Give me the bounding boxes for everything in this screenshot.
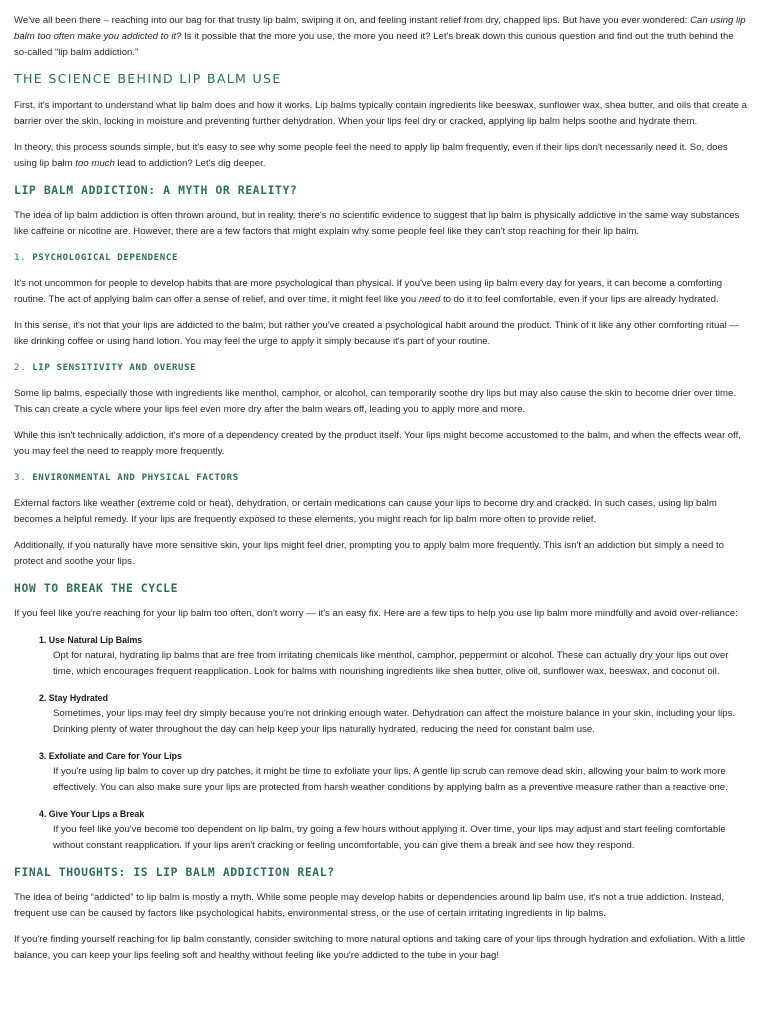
- science-emphasis: too much: [75, 158, 115, 169]
- intro-paragraph: [14, 13, 748, 61]
- tips-list: [14, 632, 748, 854]
- cycle-heading: HOW TO BREAK THE CYCLE: [14, 581, 179, 595]
- science-paragraph-2: [14, 140, 748, 172]
- final-paragraph-2: If you're finding yourself reaching for lip balm constantly, consider switching to more natural options and taking care of your lips through hydration and exfoliation. With a little balance, you can keep your lips feeling soft and healthy without feeling like you're addicted to the tube in your bag!: [14, 934, 746, 961]
- psych-emphasis: need: [418, 294, 441, 305]
- environment-heading: [14, 470, 748, 486]
- final-paragraph-1: The idea of being “addicted” to lip balm is mostly a myth. While some people may develop habits or dependencies around lip balm use, it's not a true addiction. Instead, frequent use can be caused by factors like psychological habits, environmental stress, or the use of certain irritating ingredients in lip balms.: [14, 892, 725, 919]
- intro-text-continued: Is it possible that the more you use, the more you need it? Let's break down this curious question and find out the truth behind the so-called “lip balm addiction.”: [14, 31, 734, 58]
- tip-title-text: Use Natural Lip Balms: [48, 635, 143, 645]
- tip-title: [39, 632, 748, 648]
- science-paragraph-1: First, it's important to understand what lip balm does and how it works. Lip balms typically contain ingredients like beeswax, sunflower wax, shea butter, and oils that create a barrier over the skin, locking in moisture and preventing further dehydration. When your lips feel dry or cracked, applying lip balm helps soothe and hydrate them.: [14, 100, 747, 127]
- environment-paragraph-2: Additionally, if you naturally have more sensitive skin, your lips might feel drier, prompting you to apply balm more frequently. This isn't an addiction but simply a need to protect and soothe your lips.: [14, 540, 724, 567]
- tip-body: Sometimes, your lips may feel dry simply because you're not drinking enough water. Dehydration can affect the moisture balance in your skin, including your lips. Drinking plenty of water throughout the day can help keep your lips naturally hydrated, reducing the need for constant balm use.: [53, 708, 736, 735]
- tip-item: [39, 632, 748, 680]
- science-heading: THE SCIENCE BEHIND LIP BALM USE: [14, 71, 282, 86]
- sensitivity-heading-text: LIP SENSITIVITY AND OVERUSE: [32, 363, 197, 373]
- tip-body: If you're using lip balm to cover up dry patches, it might be time to exfoliate your lips. A gentle lip scrub can remove dead skin, allowing your balm to work more effectively. You can also make sure your lips are protected from harsh weather conditions by applying balm as a preventive measure rather than a reactive one.: [53, 766, 728, 793]
- tip-number: 1.: [39, 635, 47, 645]
- psych-heading-number: 1.: [14, 253, 27, 263]
- tip-title-text: Give Your Lips a Break: [48, 809, 145, 819]
- tip-number: 2.: [39, 693, 47, 703]
- environment-paragraph-1: External factors like weather (extreme cold or heat), dehydration, or certain medications can cause your lips to become dry and cracked. In such cases, using lip balm becomes a helpful remedy. If your lips are frequently exposed to these elements, you might reach for lip balm more often to provide relief.: [14, 498, 717, 525]
- tip-title: [39, 806, 748, 822]
- psych-heading-text: PSYCHOLOGICAL DEPENDENCE: [32, 253, 179, 263]
- science-text: In theory, this process sounds simple, but it's easy to see why some people feel the need to apply lip balm frequently, even if their lips don't necessarily need it. So, does using lip balm: [14, 142, 728, 169]
- tip-title-text: Exfoliate and Care for Your Lips: [48, 751, 182, 761]
- environment-heading-text: ENVIRONMENTAL AND PHYSICAL FACTORS: [32, 473, 239, 483]
- psych-heading: [14, 250, 748, 266]
- tip-title: [39, 690, 748, 706]
- tip-body: Opt for natural, hydrating lip balms that are free from irritating chemicals like menthol, camphor, peppermint or alcohol. These can actually dry your lips out over time, which encourages frequent reapplication. Look for balms with nourishing ingredients like shea butter, olive oil, sunflower wax, beeswax, and coconut oil.: [53, 650, 729, 677]
- tip-item: [39, 806, 748, 854]
- intro-text: We've all been there – reaching into our bag for that trusty lip balm, swiping it on, and feeling instant relief from dry, chapped lips. But have you ever wondered:: [14, 15, 691, 26]
- final-heading: FINAL THOUGHTS: IS LIP BALM ADDICTION REAL?: [14, 865, 335, 879]
- myth-heading: LIP BALM ADDICTION: A MYTH OR REALITY?: [14, 183, 298, 197]
- tip-item: [39, 748, 748, 796]
- psych-paragraph-2: In this sense, it's not that your lips are addicted to the balm, but rather you've created a psychological habit around the product. Think of it like any other comforting ritual — like drinking coffee or using hand lotion. You may feel the urge to apply it simply because it's part of your routine.: [14, 320, 740, 347]
- tip-number: 4.: [39, 809, 47, 819]
- tip-title-text: Stay Hydrated: [48, 693, 108, 703]
- tip-number: 3.: [39, 751, 47, 761]
- sensitivity-heading: [14, 360, 748, 376]
- sensitivity-heading-number: 2.: [14, 363, 27, 373]
- environment-heading-number: 3.: [14, 473, 27, 483]
- tip-title: [39, 748, 748, 764]
- psych-text: It's not uncommon for people to develop habits that are more psychological than physical. If you've been using lip balm every day for years, it can become a comforting routine. The act of applying balm can offer a sense of relief, and over time, it might feel like you: [14, 278, 723, 305]
- psych-paragraph-1: [14, 276, 748, 308]
- sensitivity-paragraph-1: Some lip balms, especially those with ingredients like menthol, camphor, or alcohol, can temporarily soothe dry lips but may also cause the skin to become drier over time. This can create a cycle where your lips feel even more dry after the balm wears off, leading you to apply more and more.: [14, 388, 737, 415]
- myth-paragraph: The idea of lip balm addiction is often thrown around, but in reality, there's no scientific evidence to suggest that lip balm is physically addictive in the same way substances like caffeine or nicotine are. However, there are a few factors that might explain why some people feel like they can't stop reaching for their lip balm.: [14, 210, 740, 237]
- tip-body: If you feel like you've become too dependent on lip balm, try going a few hours without applying it. Over time, your lips may adjust and start feeling comfortable without constant reapplication. If your lips aren't cracking or feeling uncomfortable, you can give them a break and see how they respond.: [53, 824, 726, 851]
- tip-item: [39, 690, 748, 738]
- science-text-continued: lead to addiction? Let's dig deeper.: [114, 158, 266, 169]
- intro-emphasis: Can using lip balm too often make you addicted to it?: [14, 15, 746, 42]
- psych-text-continued: to do it to feel comfortable, even if your lips are already hydrated.: [440, 294, 719, 305]
- cycle-paragraph: If you feel like you're reaching for your lip balm too often, don't worry — it's an easy fix. Here are a few tips to help you use lip balm more mindfully and avoid over-reliance:: [14, 608, 738, 619]
- sensitivity-paragraph-2: While this isn't technically addiction, it's more of a dependency created by the product itself. Your lips might become accustomed to the balm, and when the effects wear off, you may feel the need to reapply more frequently.: [14, 430, 741, 457]
